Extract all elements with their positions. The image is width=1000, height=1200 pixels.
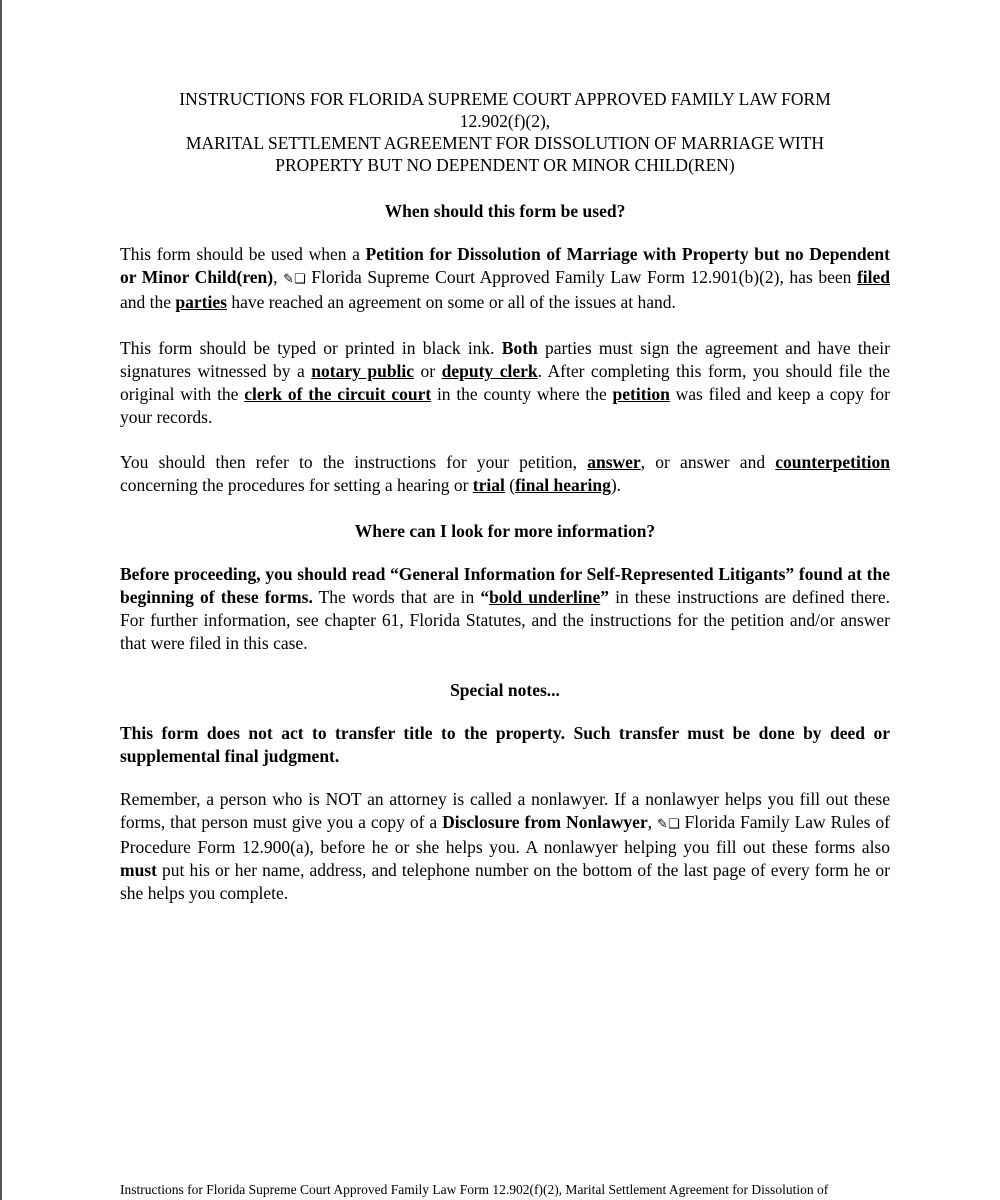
- heading-special-notes: Special notes...: [450, 680, 560, 700]
- paragraph-title-transfer: This form does not act to transfer title to the property. Such transfer must be done by deed or supplemental final judgment.: [120, 723, 890, 766]
- general-info-notice: Before proceeding, you should read “General Information for Self-Represented Litigants” found at the beginning of these forms.: [120, 564, 890, 607]
- page-left-border: [0, 0, 2, 1200]
- document-page: [120, 88, 890, 905]
- term-petition: petition: [612, 384, 670, 404]
- paragraph-nonlawyer: Remember, a person who is NOT an attorney is called a nonlawyer. If a nonlawyer helps you fill out these forms, that person must give you a copy of a Disclosure from Nonlawyer, ✎❏ Florida Family Law Rules of Procedure Form 12.900(a), before he or she helps you. A nonlawyer helping you fill out these forms also must put his or her name, address, and telephone number on the bottom of the last page of every form he or she helps you complete.: [120, 789, 890, 903]
- paragraph-when-used: This form should be used when a Petition for Dissolution of Marriage with Property but no Dependent or Minor Child(ren), ✎❏ Florida Supreme Court Approved Family Law Form 12.901(b)(2), has been filed and the parties have reached an agreement on some or all of the issues at hand.: [120, 244, 891, 312]
- term-bold-underline: bold underline: [489, 587, 601, 607]
- heading-when-used: When should this form be used?: [384, 201, 626, 221]
- paragraph-next-steps: You should then refer to the instructions for your petition, answer, or answer and counterpetition concerning the procedures for setting a hearing or trial (final hearing).: [120, 452, 890, 495]
- title-line-2: 12.902(f)(2),: [459, 111, 551, 131]
- term-notary-public: notary public: [311, 361, 415, 381]
- emphasis-both: Both: [501, 338, 538, 358]
- heading-more-info: Where can I look for more information?: [354, 521, 656, 541]
- document-title: [120, 88, 890, 176]
- emphasis-must: must: [120, 860, 157, 880]
- page-footer: Instructions for Florida Supreme Court Approved Family Law Form 12.902(f)(2), Marital Settlement Agreement for Dissolution of: [120, 1182, 829, 1197]
- disclosure-form-name: Disclosure from Nonlawyer: [442, 812, 648, 832]
- paragraph-signing: This form should be typed or printed in black ink. Both parties must sign the agreement and have their signatures witnessed by a notary public or deputy clerk. After completing this form, you should file the original with the clerk of the circuit court in the county where the petition was filed and keep a copy for your records.: [120, 338, 890, 427]
- form-pencil-box-icon: ✎❏: [657, 817, 680, 832]
- term-answer: answer: [587, 452, 641, 472]
- title-line-4: PROPERTY BUT NO DEPENDENT OR MINOR CHILD(REN): [275, 155, 735, 175]
- term-deputy-clerk: deputy clerk: [441, 361, 538, 381]
- term-counterpetition: counterpetition: [775, 452, 890, 472]
- petition-form-name: Petition for Dissolution of Marriage with Property but no Dependent or Minor Child(ren): [120, 244, 890, 287]
- term-filed: filed: [856, 267, 891, 287]
- title-line-1: INSTRUCTIONS FOR FLORIDA SUPREME COURT APPROVED FAMILY LAW FORM: [179, 89, 831, 109]
- term-parties: parties: [175, 292, 227, 312]
- term-clerk-circuit-court: clerk of the circuit court: [244, 384, 432, 404]
- paragraph-more-info: Before proceeding, you should read “General Information for Self-Represented Litigants” found at the beginning of these forms. The words that are in “bold underline” in these instructions are defined there. For further information, see chapter 61, Florida Statutes, and the instructions for the petition and/or answer that were filed in this case.: [120, 564, 890, 653]
- term-final-hearing: final hearing: [515, 475, 611, 495]
- form-pencil-box-icon: ✎❏: [283, 272, 306, 287]
- title-line-3: MARITAL SETTLEMENT AGREEMENT FOR DISSOLUTION OF MARRIAGE WITH: [185, 133, 825, 153]
- term-trial: trial: [472, 475, 505, 495]
